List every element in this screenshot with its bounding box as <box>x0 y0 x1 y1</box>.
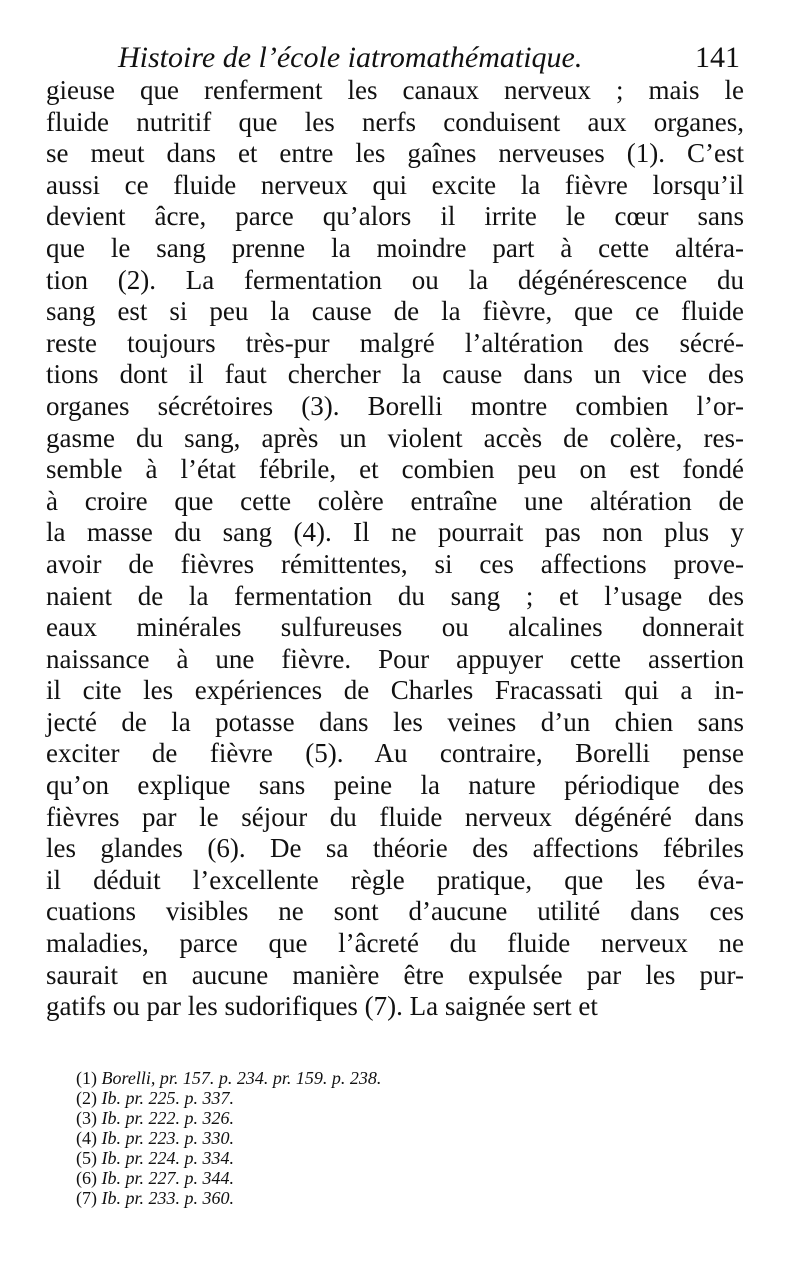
running-head <box>118 38 740 78</box>
text-line: jecté de la potasse dans les veines d’un chien sans <box>46 706 744 737</box>
footnote-source: Ib. <box>101 1148 121 1168</box>
text-line: que le sang prenne la moindre part à cette altéra- <box>46 232 744 263</box>
text-line: cuations visibles ne sont d’aucune utilité dans ces <box>46 896 744 927</box>
footnote-source: Ib. <box>101 1108 121 1128</box>
text-line: exciter de fièvre (5). Au contraire, Borelli pense <box>46 738 744 769</box>
footnote-mark: (5) <box>76 1148 97 1168</box>
text-line: aussi ce fluide nerveux qui excite la fièvre lorsqu’il <box>46 169 744 200</box>
footnote-reference: , pr. 157. p. 234. pr. 159. p. 238. <box>150 1068 382 1088</box>
footnote-reference: pr. 233. p. 360. <box>121 1188 235 1208</box>
footnote <box>76 1068 676 1088</box>
footnote-reference: pr. 227. p. 344. <box>121 1168 235 1188</box>
page-number: 141 <box>695 41 740 74</box>
text-line: les glandes (6). De sa théorie des affections fébriles <box>46 833 744 864</box>
footnote-source: Ib. <box>101 1128 121 1148</box>
footnote-source: Ib. <box>101 1188 121 1208</box>
footnote <box>76 1108 676 1128</box>
text-line: tions dont il faut chercher la cause dans un vice des <box>46 359 744 390</box>
text-line: se meut dans et entre les gaînes nerveuses (1). C’est <box>46 138 744 169</box>
text-line: saurait en aucune manière être expulsée par les pur- <box>46 959 744 990</box>
footnote-mark: (4) <box>76 1128 97 1148</box>
footnotes <box>76 1068 676 1208</box>
running-title: Histoire de l’école iatromathématique. <box>118 41 583 74</box>
text-line: avoir de fièvres rémittentes, si ces affections prove- <box>46 548 744 579</box>
text-line: naissance à une fièvre. Pour appuyer cette assertion <box>46 643 744 674</box>
text-line: fièvres par le séjour du fluide nerveux dégénéré dans <box>46 801 744 832</box>
text-line: maladies, parce que l’âcreté du fluide nerveux ne <box>46 928 744 959</box>
footnote-mark: (7) <box>76 1188 97 1208</box>
text-line: organes sécrétoires (3). Borelli montre combien l’or- <box>46 390 744 421</box>
text-line: qu’on explique sans peine la nature périodique des <box>46 770 744 801</box>
footnote-reference: pr. 225. p. 337. <box>121 1088 235 1108</box>
text-line: à croire que cette colère entraîne une altération de <box>46 485 744 516</box>
text-line: reste toujours très-pur malgré l’altération des sécré- <box>46 327 744 358</box>
footnote <box>76 1168 676 1188</box>
footnote-reference: pr. 224. p. 334. <box>121 1148 235 1168</box>
text-line: devient âcre, parce qu’alors il irrite le cœur sans <box>46 201 744 232</box>
footnote-reference: pr. 222. p. 326. <box>121 1108 235 1128</box>
footnote-source: Ib. <box>101 1088 121 1108</box>
footnote-mark: (2) <box>76 1088 97 1108</box>
text-line: gatifs ou par les sudorifiques (7). La saignée sert et <box>46 991 598 1022</box>
footnote-source: Borelli <box>101 1068 151 1088</box>
footnote-reference: pr. 223. p. 330. <box>121 1128 235 1148</box>
text-line: il déduit l’excellente règle pratique, que les éva- <box>46 864 744 895</box>
text-line: naient de la fermentation du sang ; et l’usage des <box>46 580 744 611</box>
footnote-mark: (1) <box>76 1068 97 1088</box>
text-line: tion (2). La fermentation ou la dégénérescence du <box>46 264 744 295</box>
footnote <box>76 1128 676 1148</box>
body-text <box>46 75 744 1023</box>
text-line: gieuse que renferment les canaux nerveux ; mais le <box>46 75 744 105</box>
footnote <box>76 1148 676 1168</box>
text-line: fluide nutritif que les nerfs conduisent aux organes, <box>46 106 744 137</box>
text-line: sang est si peu la cause de la fièvre, que ce fluide <box>46 296 744 327</box>
footnote-mark: (6) <box>76 1168 97 1188</box>
footnote <box>76 1188 676 1208</box>
text-line: gasme du sang, après un violent accès de colère, res- <box>46 422 744 453</box>
text-line: semble à l’état fébrile, et combien peu on est fondé <box>46 454 744 485</box>
text-line: il cite les expériences de Charles Fracassati qui a in- <box>46 675 744 706</box>
text-line: eaux minérales sulfureuses ou alcalines donnerait <box>46 612 744 643</box>
text-line: la masse du sang (4). Il ne pourrait pas non plus y <box>46 517 744 548</box>
footnote-mark: (3) <box>76 1108 97 1128</box>
footnote-source: Ib. <box>101 1168 121 1188</box>
footnote <box>76 1088 676 1108</box>
